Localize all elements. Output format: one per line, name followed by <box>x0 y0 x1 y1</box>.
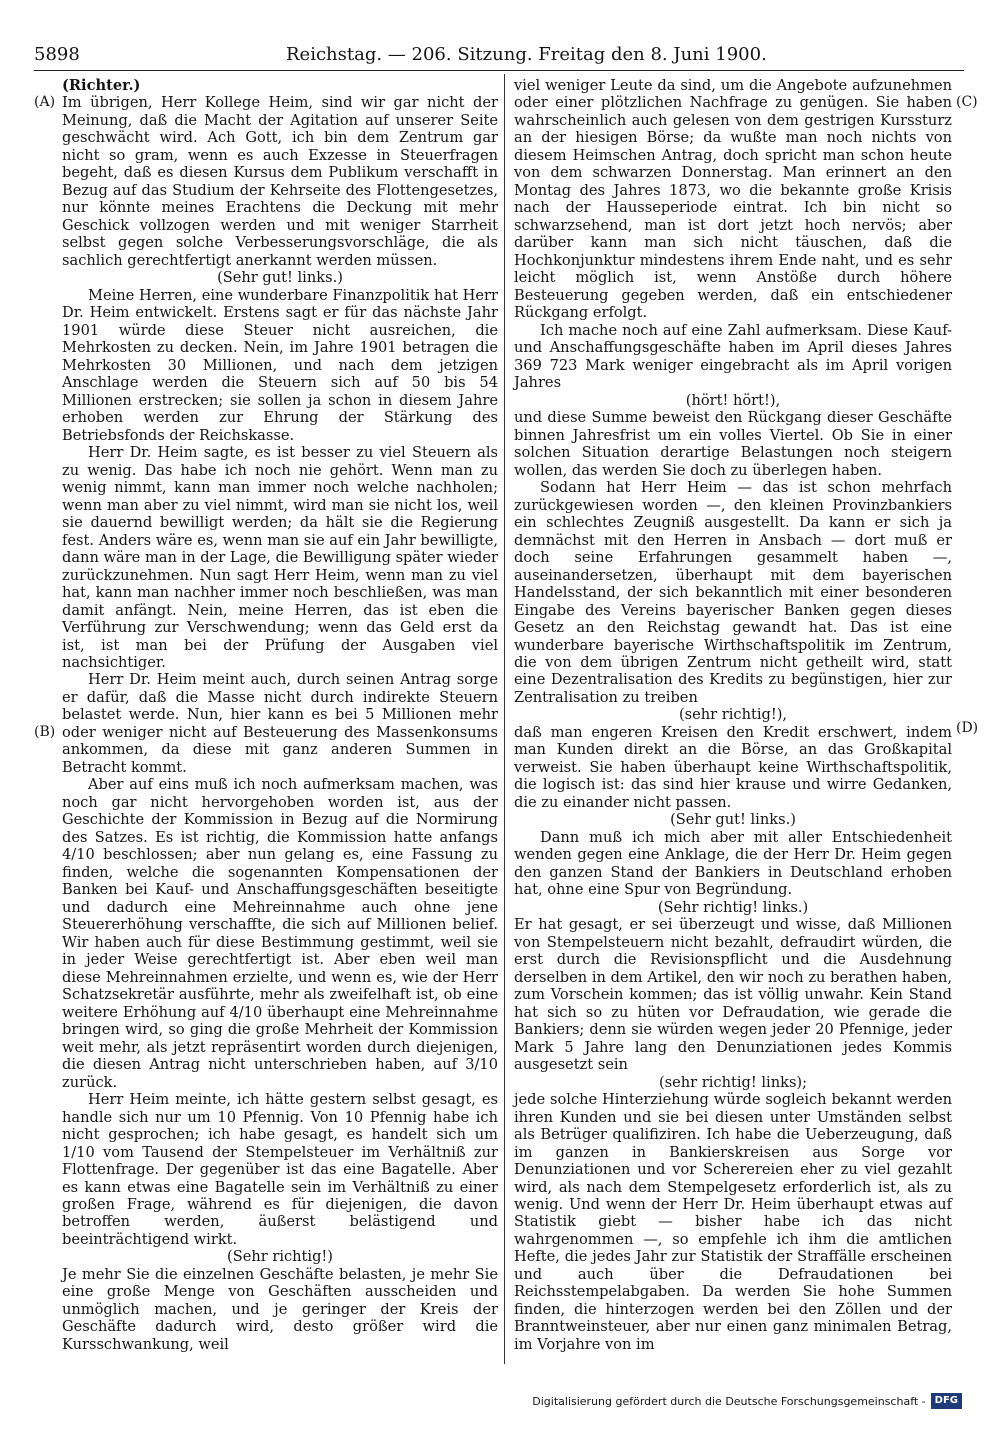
dfg-logo: DFG <box>931 1393 962 1409</box>
paragraph: daß man engeren Kreisen den Kredit erschwert, indem man Kunden direkt an die Börse, an das Großkapital verweist. Sie haben überhaupt keine Wirthschaftspolitik, die logisch ist: das sind hier krause und wirre Gedanken, die zu einander nicht passen. <box>514 723 952 811</box>
footer-text: Digitalisierung gefördert durch die Deutsche Forschungsgemeinschaft - <box>532 1394 926 1408</box>
interjection: (sehr richtig!), <box>678 706 788 724</box>
digitization-footer <box>532 1392 962 1410</box>
paragraph: jede solche Hinterziehung würde sogleich bekannt werden ihren Kunden und sie bei diesen unter Umständen selbst als Betrüger qualifiziren. Ich habe die Ueberzeugung, daß im ganzen in Bankierskreisen aus Sorge vor Denunziationen und vor Scherereien eher zu viel gezahlt wird, als nach dem Stempelgesetz erforderlich ist, als zu wenig. Und wenn der Herr Dr. Heim überhaupt etwas auf Statistik giebt — bisher habe ich das nicht wahrgenommen —, so empfehle ich ihm die amtlichen Hefte, die jedes Jahr zur Statistik der Straffälle erscheinen und auch über die Defraudationen bei Reichsstempelabgaben. Da werden Sie hohe Summen finden, die hinterzogen werden bei den Zöllen und der Branntweinsteuer, aber nur einen ganz minimalen Betrag, im Vorjahre von im <box>514 1091 952 1353</box>
paragraph: Er hat gesagt, er sei überzeugt und wisse, daß Millionen von Stempelsteuern nicht bezahlt, defraudirt würden, die erst durch die Revisionspflicht und die Ausdehnung derselben in dem Artikel, den wir noch zu berathen haben, zum Vorschein kommen; das ist völlig unwahr. Kein Stand hat sich so zu hüten vor Defraudation, wie gerade die Bankiers; denn sie würden wegen jeder 20 Pfennige, jeder Mark 5 Jahre lang den Denunziationen jedes Kommis ausgesetzt sein <box>514 916 952 1074</box>
paragraph: und diese Summe beweist den Rückgang dieser Geschäfte binnen Jahresfrist um ein volles Viertel. Ob Sie in einer solchen Situation derartige Belastungen noch steigern wollen, das werden Sie doch zu überlegen haben. <box>514 409 952 479</box>
page-number: 5898 <box>34 44 80 65</box>
paragraph: Dann muß ich mich aber mit aller Entschiedenheit wenden gegen eine Anklage, die der Herr Dr. Heim gegen den ganzen Stand der Bankiers in Deutschland erhoben hat, ohne eine Spur von Begründung. <box>514 828 952 899</box>
paragraph: Je mehr Sie die einzelnen Geschäfte belasten, je mehr Sie eine große Menge von Geschäften ausscheiden und unmöglich machen, und je geringer der Kreis der Geschäfte dadurch wird, desto größer wird die Kursschwankung, weil <box>62 1265 498 1353</box>
page-header <box>34 44 964 71</box>
paragraph: Meine Herren, eine wunderbare Finanzpolitik hat Herr Dr. Heim entwickelt. Erstens sagt er für das nächste Jahr 1901 würde diese Steuer nicht ausreichen, die Mehrkosten zu decken. Nein, im Jahre 1901 betragen die Mehrkosten 30 Millionen, und nach dem jetzigen Anschlage werden die Steuern sich auf 50 bis 54 Millionen erstrecken; sie sollen ja schon in diesem Jahre erhoben werden zur Ehrung der Stärkung des Betriebsfonds der Reichskasse. <box>62 286 498 444</box>
left-column <box>62 77 498 1353</box>
interjection: (Sehr gut! links.) <box>217 269 343 287</box>
right-column <box>514 77 952 1353</box>
margin-mark-c: (C) <box>956 94 978 110</box>
column-divider <box>504 74 505 1364</box>
interjection: (Sehr richtig! links.) <box>657 898 809 916</box>
paragraph: Herr Heim meinte, ich hätte gestern selbst gesagt, es handle sich nur um 10 Pfennig. Von 10 Pfennig habe ich nicht gesprochen; ich habe gesagt, es handelt sich um 1/10 vom Tausend der Stempelsteuer im Verhältniß zur Flottenfrage. Der gegenüber ist das eine Bagatelle. Aber es kann etwas eine Bagatelle sein im Verhältniß zu einer großen Frage, während es für diejenigen, die davon betroffen werden, äußerst belästigend und beeinträchtigend wirkt. <box>62 1091 498 1248</box>
margin-mark-d: (D) <box>956 720 979 736</box>
margin-mark-b: (B) <box>34 724 56 740</box>
interjection: (Sehr gut! links.) <box>670 811 796 829</box>
page-title: Reichstag. — 206. Sitzung. Freitag den 8. Juni 1900. <box>286 44 767 65</box>
speaker-label: (Richter.) <box>62 77 141 94</box>
interjection: (sehr richtig! links); <box>658 1073 808 1091</box>
paragraph: Aber auf eins muß ich noch aufmerksam machen, was noch gar nicht hervorgehoben worden ist, aus der Geschichte der Kommission in Bezug auf die Normirung des Satzes. Es ist richtig, die Kommission hatte anfangs 4/10 beschlossen; aber nun gelang es, eine Fassung zu finden, welche die sogenannten Kompensationen der Banken bei Kauf- und Anschaffungsgeschäften beseitigte und dadurch eine Mehreinnahme auch ohne jene Steuererhöhung verschaffte, die sich auf Millionen belief. Wir haben auch für diese Bestimmung gestimmt, weil sie in jeder Weise gerechtfertigt ist. Aber eben weil man diese Mehreinnahmen erzielte, und wenn es, wie der Herr Schatzsekretär ausführte, mehr als zweifelhaft ist, ob eine weitere Erhöhung auf 4/10 überhaupt eine Mehreinnahme bringen wird, so ging die große Mehrheit der Kommission weit mehr, als jetzt repräsentirt worden durch diejenigen, die diesen Antrag nicht unterschrieben haben, auf 3/10 zurück. <box>62 776 498 1091</box>
paragraph: Sodann hat Herr Heim — das ist schon mehrfach zurückgewiesen worden —, den kleinen Provinzbankiers ein schlechtes Zeugniß ausgestellt. Da kann er sich ja demnächst mit den Herren in Ansbach — dort muß er doch seine Erfahrungen gesammelt haben —, auseinandersetzen, überhaupt mit dem bayerischen Handelsstand, der sich bekanntlich mit einer besonderen Eingabe des Vereins bayerischer Banken gegen dieses Gesetz an den Reichstag gewandt hat. Das ist eine wunderbare bayerische Wirthschaftspolitik im Zentrum, die von dem übrigen Zentrum nicht getheilt wird, statt eine Dezentralisation des Kredits zu begünstigen, hier zur Zentralisation zu treiben <box>514 479 952 706</box>
paragraph: Herr Dr. Heim sagte, es ist besser zu viel Steuern als zu wenig. Das habe ich noch nie gehört. Wenn man zu wenig nimmt, kann man immer noch welche nachholen; wenn man aber zu viel nimmt, wird man sie nicht los, weil sie dauernd bewilligt werden; da hält sie die Regierung fest. Anders wäre es, wenn man sie auf ein Jahr bewilligte, dann wäre man in der Lage, die Bewilligung später wieder zurückzunehmen. Nun sagt Herr Heim, wenn man zu viel hat, kann man nachher immer noch beschließen, was man damit anfängt. Nein, meine Herren, das ist eben die Verführung zur Verschwendung; wenn das Geld erst da ist, ist man bei der Prüfung der Ausgaben viel nachsichtiger. <box>62 444 498 671</box>
paragraph: Herr Dr. Heim meint auch, durch seinen Antrag sorge er dafür, daß die Masse nicht durch indirekte Steuern belastet werde. Nun, hier kann es bei 5 Millionen mehr oder weniger nicht auf Besteuerung des Massenkonsums ankommen, da diese mit ganz anderen Summen in Betracht kommt. <box>62 671 498 776</box>
margin-mark-a: (A) <box>34 94 56 110</box>
paragraph: viel weniger Leute da sind, um die Angebote aufzunehmen oder einer plötzlichen Nachfrage zu genügen. Sie haben wahrscheinlich auch gelesen von dem gestrigen Kurssturz an der hiesigen Börse; da wußte man noch nichts von diesem Heimschen Antrag, doch spricht man schon heute von dem schwarzen Donnerstag. Man erinnert an den Montag des Jahres 1873, wo die bekannte große Krisis nach der Hausseperiode eintrat. Ich bin nicht so schwarzsehend, man ist dort jetzt hoch nervös; aber darüber kann man sich nicht täuschen, daß die Hochkonjunktur mindestens ihrem Ende naht, und es sehr leicht möglich ist, wenn Anstöße durch höhere Besteuerung gegeben werden, daß ein entschiedener Rückgang erfolgt. <box>514 77 952 322</box>
interjection: (hört! hört!), <box>685 391 781 409</box>
paragraph: Im übrigen, Herr Kollege Heim, sind wir gar nicht der Meinung, daß die Macht der Agitation auf unserer Seite geschwächt wird. Ach Gott, ich bin dem Zentrum gar nicht so gram, wenn es auch Exzesse in Steuerfragen begeht, daß es diesen Kursus dem Publikum verschafft in Bezug auf das Studium der Kehrseite des Flottengesetzes, nur könnte meines Erachtens die Deckung mit mehr Geschick vollzogen werden und mit weniger Starrheit selbst gegen solche Verbesserungsvorschläge, die als sachlich gerechtfertigt anerkannt werden müssen. <box>62 94 498 269</box>
interjection: (Sehr richtig!) <box>227 1248 333 1266</box>
paragraph: Ich mache noch auf eine Zahl aufmerksam. Diese Kauf- und Anschaffungsgeschäfte haben im April dieses Jahres 369 723 Mark weniger eingebracht als im April vorigen Jahres <box>514 321 952 392</box>
